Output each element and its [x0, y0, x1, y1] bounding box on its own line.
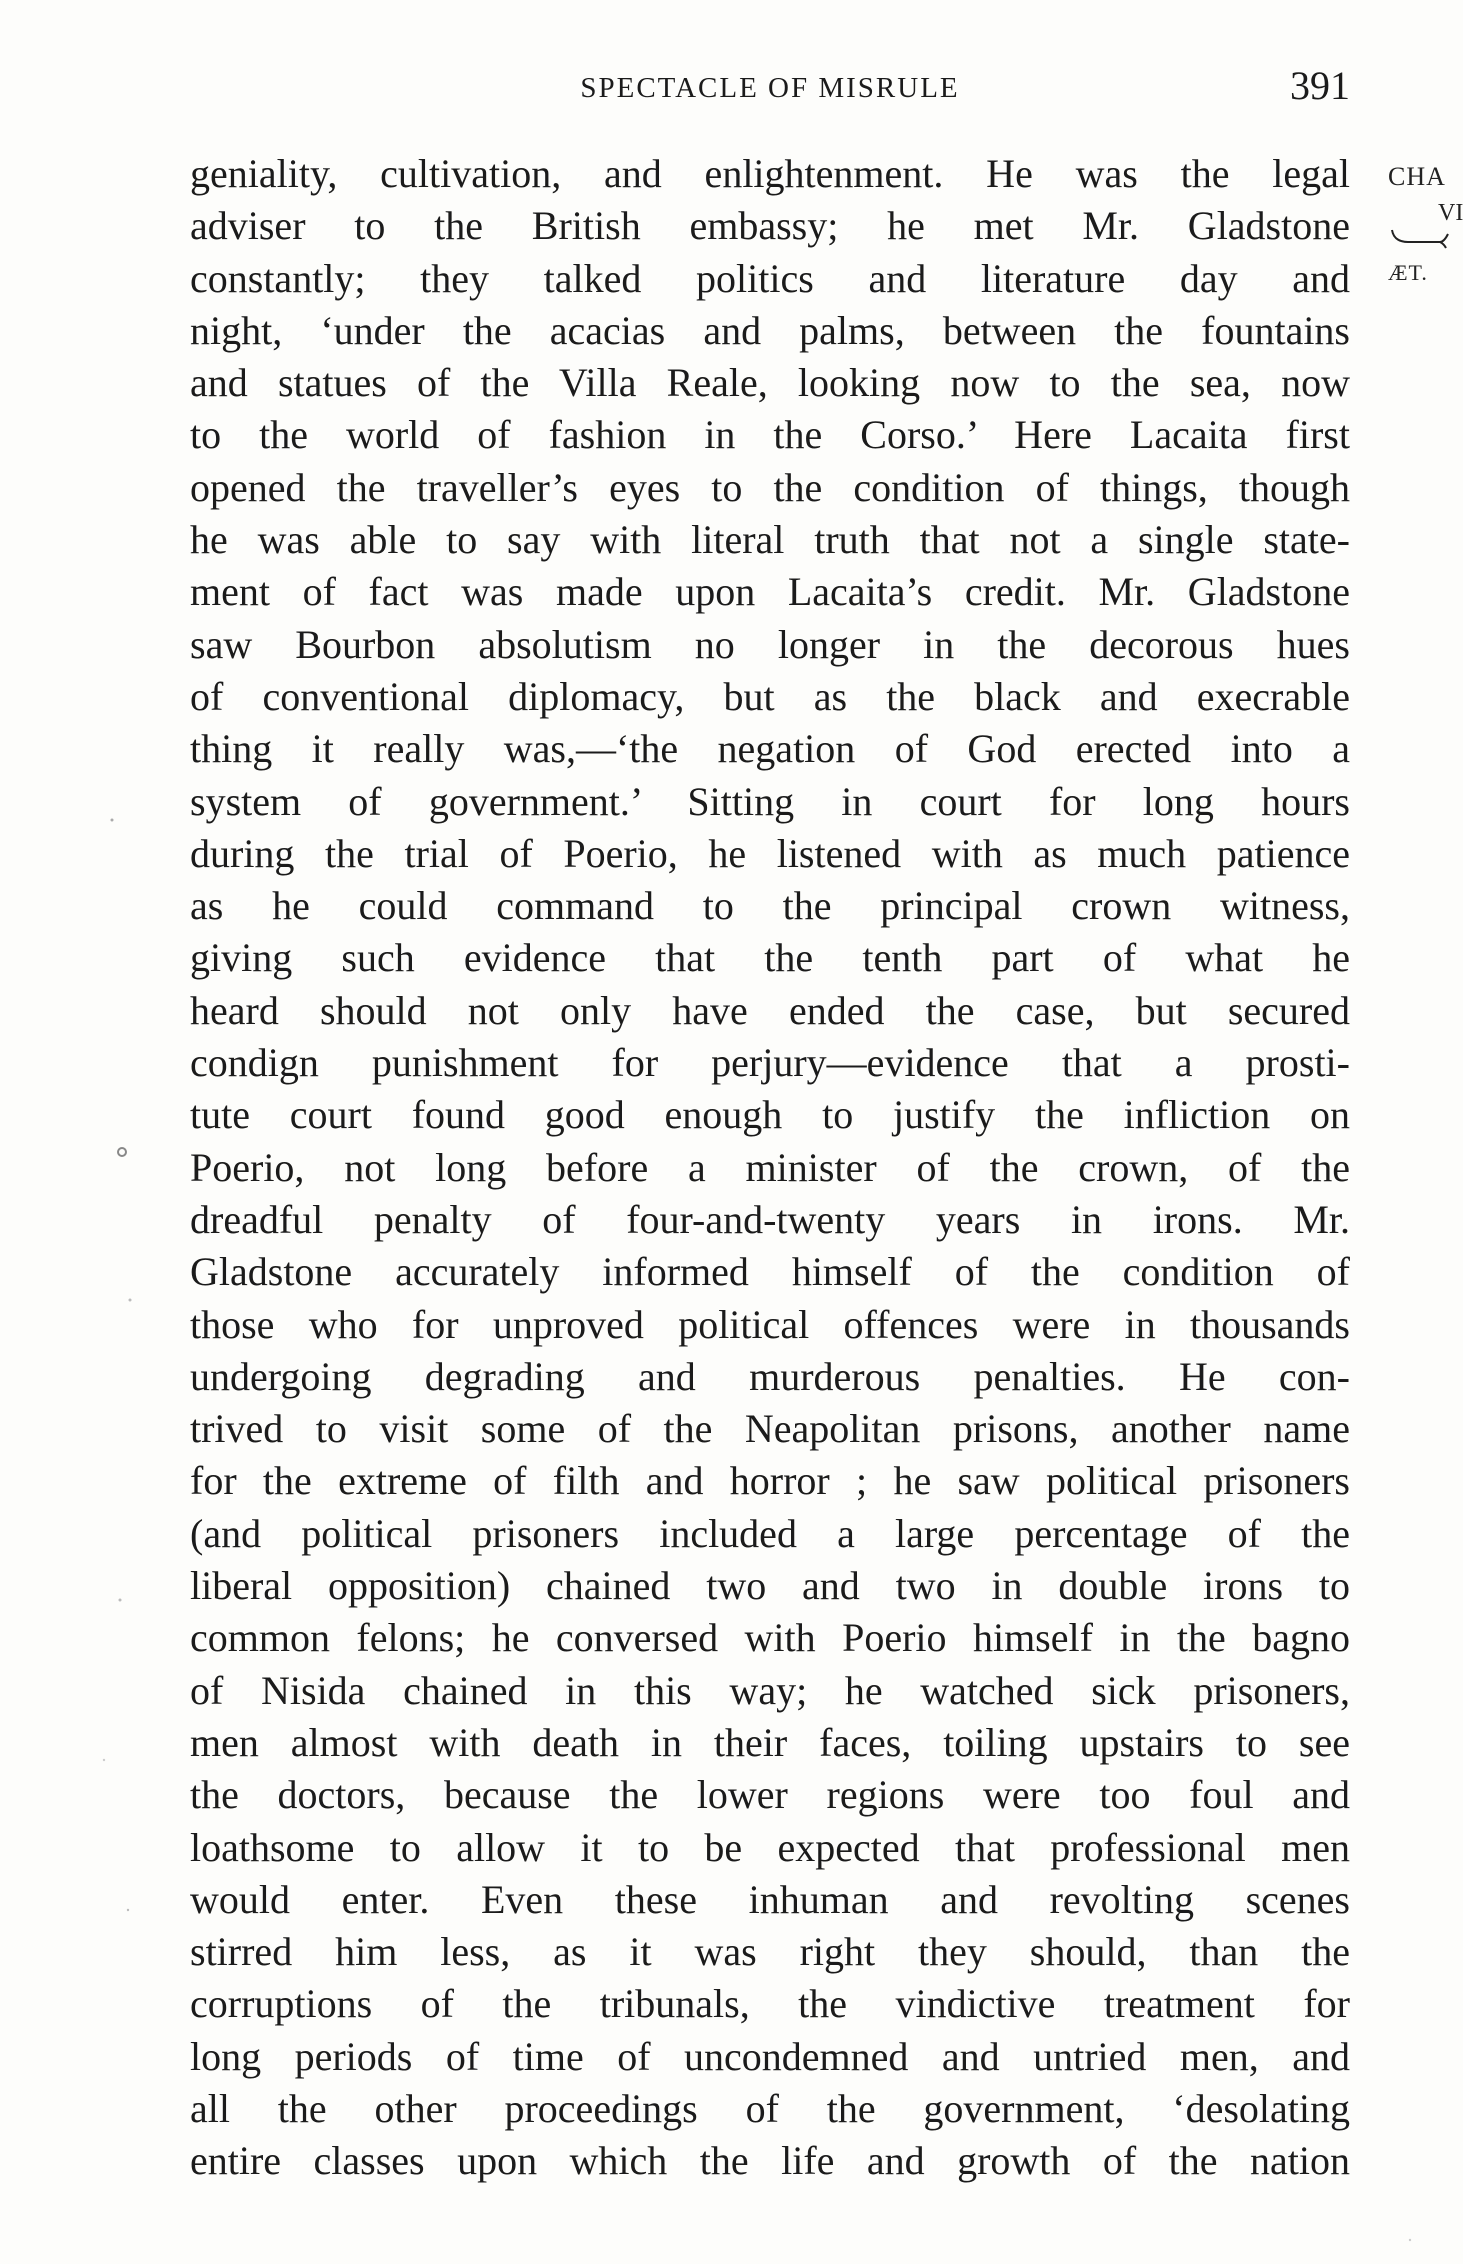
text-line: entire classes upon which the life and growth of the nation: [190, 2138, 1350, 2184]
text-line: ment of fact was made upon Lacaita’s credit. Mr. Gladstone: [190, 569, 1350, 615]
text-line: saw Bourbon absolutism no longer in the decorous hues: [190, 621, 1350, 667]
text-line: heard should not only have ended the case, but secured: [190, 987, 1350, 1033]
text-line: he was able to say with literal truth that not a single state-: [190, 517, 1350, 563]
running-title: SPECTACLE OF MISRULE: [580, 72, 960, 104]
text-line: and statues of the Villa Reale, looking now to the sea, now: [190, 360, 1350, 406]
text-line: as he could command to the principal crown witness,: [190, 883, 1350, 929]
text-line: liberal opposition) chained two and two in double irons to: [190, 1563, 1350, 1609]
text-line: to the world of fashion in the Corso.’ Here Lacaita first: [190, 412, 1350, 458]
text-line: (and political prisoners included a large percentage of the: [190, 1510, 1350, 1556]
text-line: long periods of time of uncondemned and untried men, and: [190, 2033, 1350, 2079]
text-line: giving such evidence that the tenth part of what he: [190, 935, 1350, 981]
text-line: loathsome to allow it to be expected that professional men: [190, 1824, 1350, 1870]
text-line: trived to visit some of the Neapolitan prisons, another name: [190, 1406, 1350, 1452]
margin-note-age: ÆT.: [1388, 260, 1428, 285]
text-line: stirred him less, as it was right they should, than the: [190, 1929, 1350, 1975]
text-line: those who for unproved political offences were in thousands: [190, 1301, 1350, 1347]
text-line: undergoing degrading and murderous penalties. He con-: [190, 1353, 1350, 1399]
text-line: of Nisida chained in this way; he watched sick prisoners,: [190, 1667, 1350, 1713]
text-line: corruptions of the tribunals, the vindictive treatment for: [190, 1981, 1350, 2027]
text-line: constantly; they talked politics and literature day and: [190, 255, 1350, 301]
text-line: for the extreme of filth and horror ; he saw political prisoners: [190, 1458, 1350, 1504]
text-line: tute court found good enough to justify the infliction on: [190, 1092, 1350, 1138]
text-line: Poerio, not long before a minister of the crown, of the: [190, 1144, 1350, 1190]
margin-note: [1388, 150, 1463, 300]
margin-note-chapter-number: VI: [1438, 200, 1463, 226]
text-line: dreadful penalty of four-and-twenty years in irons. Mr.: [190, 1196, 1350, 1242]
text-line: common felons; he conversed with Poerio himself in the bagno: [190, 1615, 1350, 1661]
margin-brace-icon: [1390, 228, 1450, 250]
margin-note-chapter: CHA: [1388, 162, 1446, 191]
text-line: adviser to the British embassy; he met Mr. Gladstone: [190, 203, 1350, 249]
text-line: Gladstone accurately informed himself of the condition of: [190, 1249, 1350, 1295]
text-line: of conventional diplomacy, but as the black and execrable: [190, 673, 1350, 719]
text-line: system of government.’ Sitting in court for long hours: [190, 778, 1350, 824]
body-text: [190, 148, 1350, 2188]
text-line: the doctors, because the lower regions were too foul and: [190, 1772, 1350, 1818]
text-line: thing it really was,—‘the negation of God erected into a: [190, 726, 1350, 772]
text-line: night, ‘under the acacias and palms, between the fountains: [190, 307, 1350, 353]
running-head: [190, 62, 1350, 112]
text-line: condign punishment for perjury—evidence that a prosti-: [190, 1040, 1350, 1086]
text-line: all the other proceedings of the government, ‘desolating: [190, 2085, 1350, 2131]
text-line: would enter. Even these inhuman and revolting scenes: [190, 1876, 1350, 1922]
page-number: 391: [1290, 63, 1350, 108]
text-line: during the trial of Poerio, he listened with as much patience: [190, 830, 1350, 876]
text-line: men almost with death in their faces, toiling upstairs to see: [190, 1719, 1350, 1765]
text-line: opened the traveller’s eyes to the condition of things, though: [190, 464, 1350, 510]
text-line: geniality, cultivation, and enlightenment. He was the legal: [190, 151, 1350, 196]
